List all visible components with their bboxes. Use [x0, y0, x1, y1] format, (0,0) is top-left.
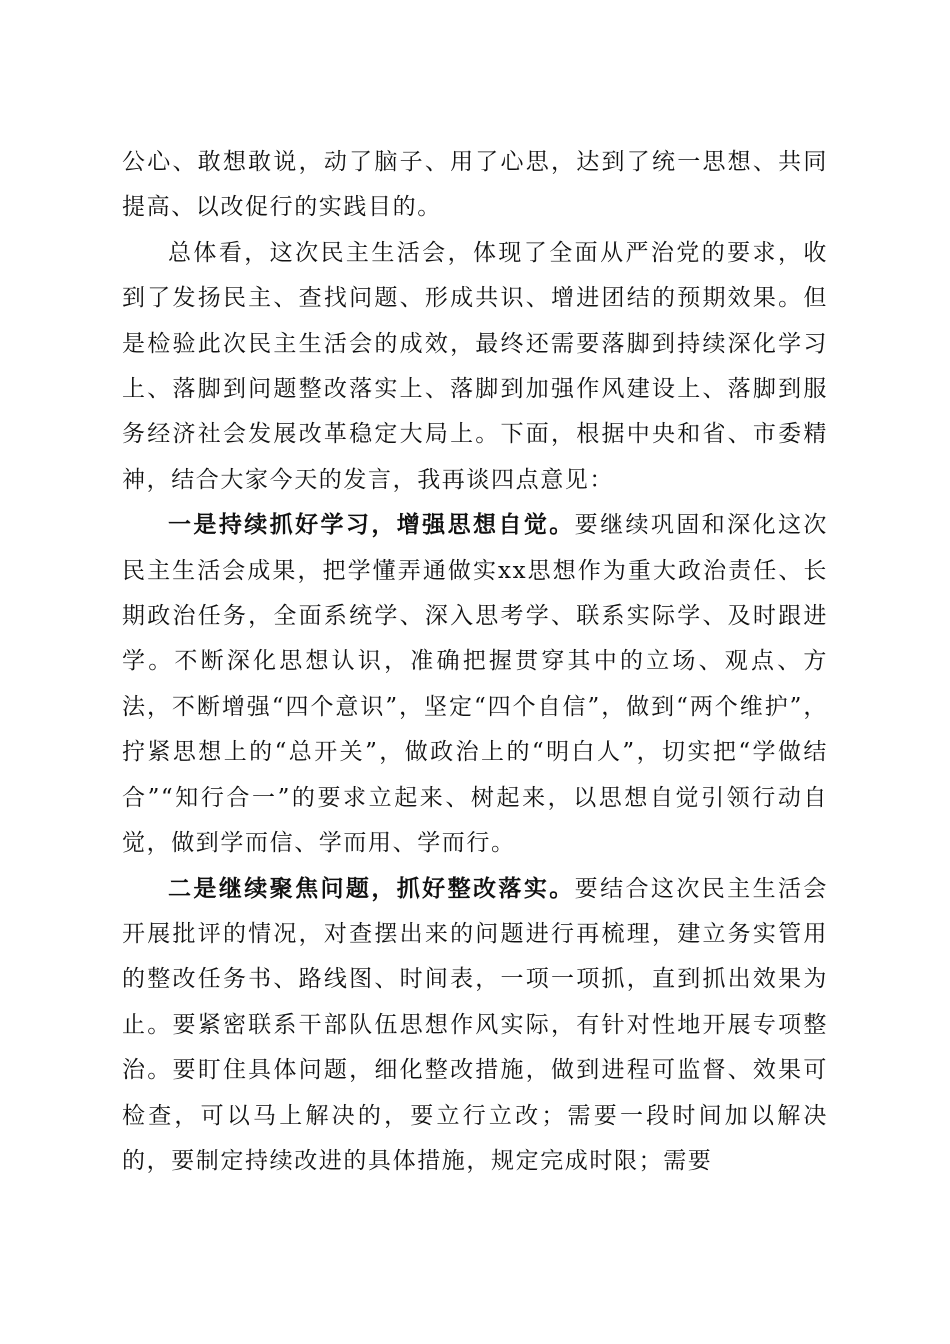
paragraph-3-text: 要继续巩固和深化这次民主生活会成果，把学懂弄通做实xx思想作为重大政治责任、长期政治任务，全面系统学、深入思考学、联系实际学、及时跟进学。不断深化思想认识，准确把握贯穿其中的立场、观点、方法，不断增强“四个意识”，坚定“四个自信”，做到“两个维护”，拧紧思想上的“总开关”，做政治上的“明白人”，切实把“学做结合”“知行合一”的要求立起来、树起来，以思想自觉引领行动自觉，做到学而信、学而用、学而行。: [122, 512, 828, 857]
paragraph-1: [122, 140, 828, 231]
paragraph-1-text: 公心、敢想敢说，动了脑子、用了心思，达到了统一思想、共同提高、以改促行的实践目的。: [122, 149, 828, 221]
paragraph-4-heading: 二是继续聚焦问题，抓好整改落实。: [168, 875, 575, 902]
paragraph-2-text: 总体看，这次民主生活会，体现了全面从严治党的要求，收到了发扬民主、查找问题、形成共识、增进团结的预期效果。但是检验此次民主生活会的成效，最终还需要落脚到持续深化学习上、落脚到问题整改落实上、落脚到加强作风建设上、落脚到服务经济社会发展改革稳定大局上。下面，根据中央和省、市委精神，结合大家今天的发言，我再谈四点意见：: [122, 239, 828, 493]
paragraph-3: [122, 503, 828, 866]
paragraph-4: [122, 867, 828, 1185]
document-body: [122, 140, 828, 1184]
paragraph-2: [122, 231, 828, 503]
paragraph-4-text: 要结合这次民主生活会开展批评的情况，对查摆出来的问题进行再梳理，建立务实管用的整改任务书、路线图、时间表，一项一项抓，直到抓出效果为止。要紧密联系干部队伍思想作风实际，有针对性地开展专项整治。要盯住具体问题，细化整改措施，做到进程可监督、效果可检查，可以马上解决的，要立行立改；需要一段时间加以解决的，要制定持续改进的具体措施，规定完成时限；需要: [122, 875, 828, 1174]
paragraph-3-heading: 一是持续抓好学习，增强思想自觉。: [168, 512, 575, 539]
